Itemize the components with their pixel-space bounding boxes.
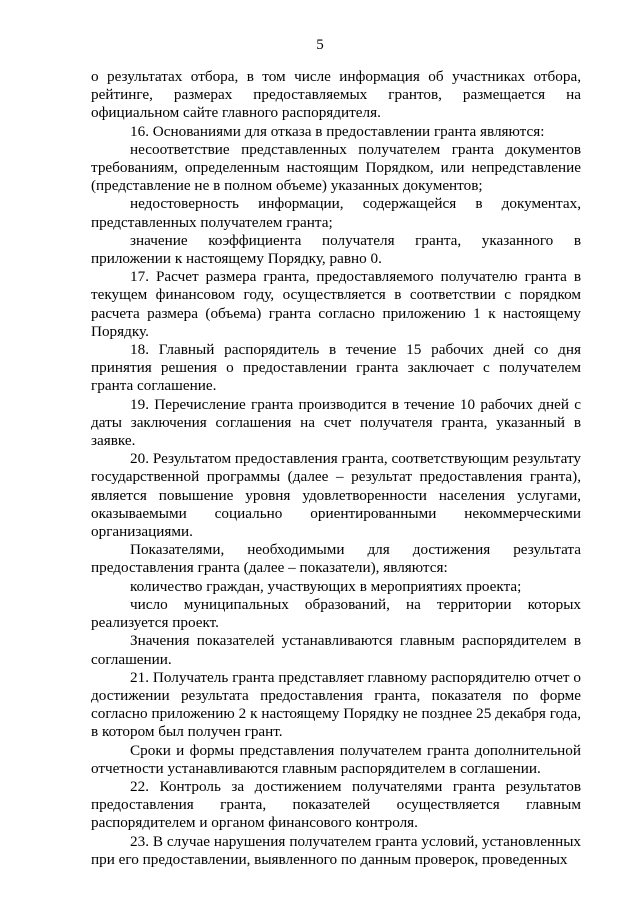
paragraph-16: 22. Контроль за достижением получателями гранта результатов предоставления гранта, показателей осуществляется главным распорядителем и органом финансового контроля.: [91, 777, 581, 832]
paragraph-5: значение коэффициента получателя гранта, указанного в приложении к настоящему Порядку, равно 0.: [91, 231, 581, 268]
page-number: 5: [316, 37, 324, 53]
paragraph-12: число муниципальных образований, на территории которых реализуется проект.: [91, 595, 581, 632]
paragraph-7: 18. Главный распорядитель в течение 15 рабочих дней со дня принятия решения о предоставлении гранта заключает с получателем гранта соглашение.: [91, 341, 581, 395]
paragraph-17: 23. В случае нарушения получателем гранта условий, установленных при его предоставлении, выявленного по данным проверок, проведенных: [91, 832, 581, 868]
paragraph-2: 16. Основаниями для отказа в предоставлении гранта являются:: [130, 122, 545, 140]
paragraph-15: Сроки и формы представления получателем гранта дополнительной отчетности устанавливаются главным распорядителем в соглашении.: [91, 741, 581, 777]
paragraph-14: 21. Получатель гранта представляет главному распорядителю отчет о достижении результата предоставления гранта, показателя по форме согласно приложению 2 к настоящему Порядку не позднее 25 декабря года, в котором был получен грант.: [91, 668, 581, 741]
paragraph-9: 20. Результатом предоставления гранта, соответствующим результату государственной программы (далее – результат предоставления гранта), является повышение уровня удовлетворенности населения услугами, оказываемыми социально ориентированными некоммерческими организациями.: [91, 450, 581, 541]
paragraph-10: Показателями, необходимыми для достижения результата предоставления гранта (далее – показатели), являются:: [91, 541, 581, 577]
paragraph-1: о результатах отбора, в том числе информация об участниках отбора, рейтинге, размерах предоставляемых грантов, размещается на официальном сайте главного распорядителя.: [91, 68, 581, 122]
paragraph-6: 17. Расчет размера гранта, предоставляемого получателю гранта в текущем финансовом году, осуществляется в соответствии с порядком расчета размера (объема) гранта согласно приложению 1 к настоящему Порядку.: [91, 268, 581, 340]
document-body: [91, 68, 581, 869]
paragraph-13: Значения показателей устанавливаются главным распорядителем в соглашении.: [91, 632, 581, 668]
paragraph-3: несоответствие представленных получателем гранта документов требованиям, определенным настоящим Порядком, или непредставление (представление не в полном объеме) указанных документов;: [91, 140, 581, 195]
paragraph-4: недостоверность информации, содержащейся в документах, представленных получателем гранта;: [91, 195, 581, 231]
paragraph-11: количество граждан, участвующих в мероприятиях проекта;: [130, 577, 522, 595]
paragraph-8: 19. Перечисление гранта производится в течение 10 рабочих дней с даты заключения соглашения на счет получателя гранта, указанный в заявке.: [91, 395, 581, 450]
